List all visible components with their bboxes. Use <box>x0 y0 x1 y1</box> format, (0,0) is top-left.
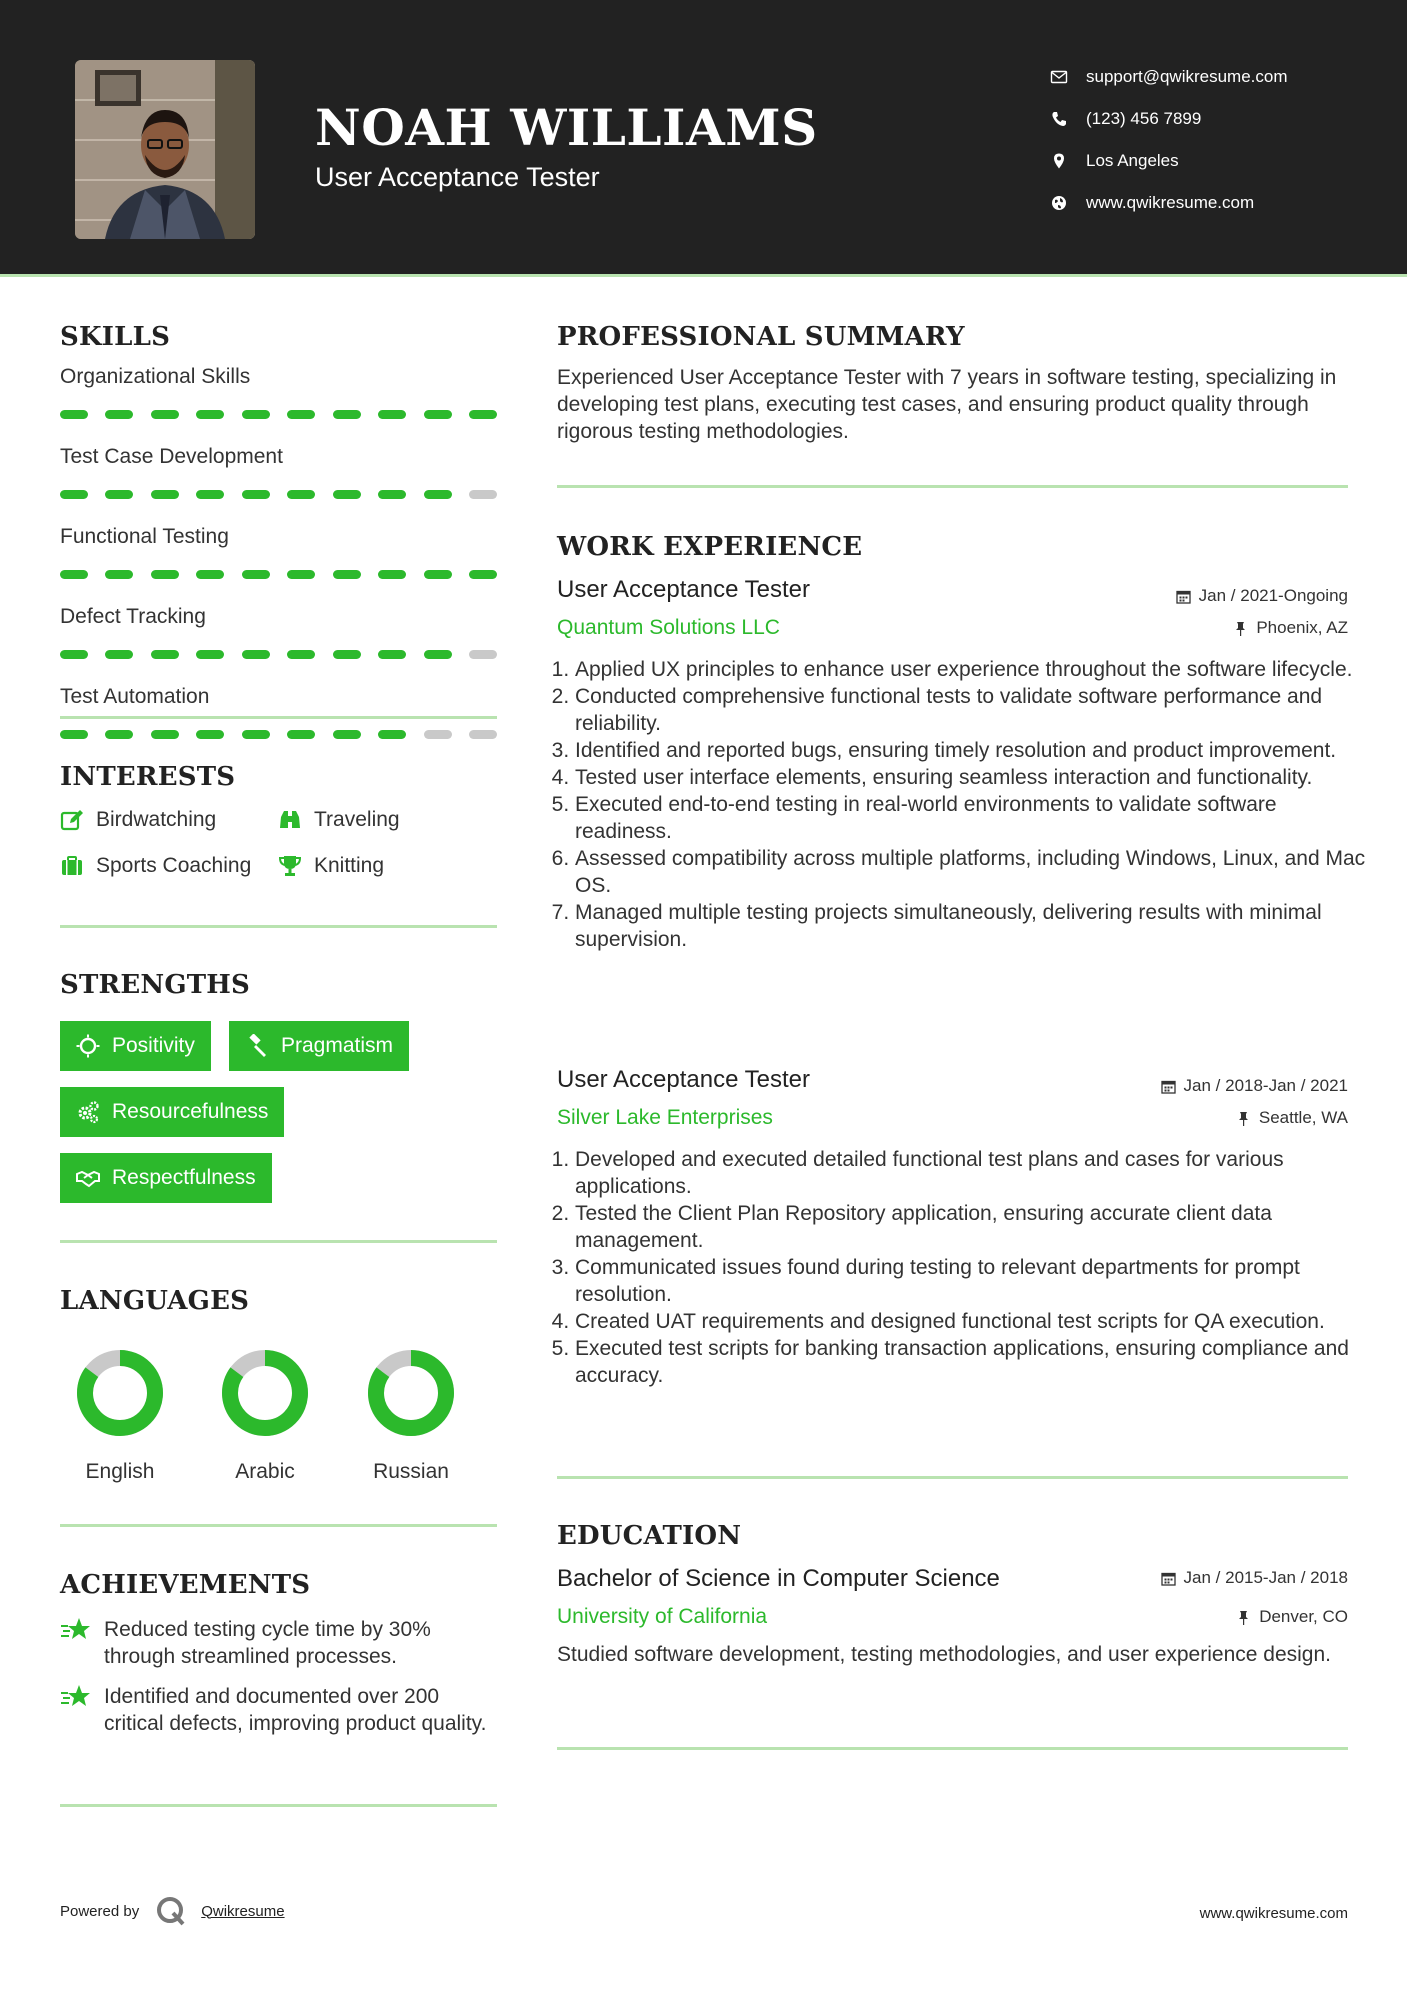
job-bullet: 7. Managed multiple testing projects simultaneously, delivering results with minimal supervision. <box>575 899 1366 953</box>
section-divider <box>60 1240 497 1243</box>
language-label: Arabic <box>235 1460 295 1483</box>
skill-rating-dot <box>424 410 452 419</box>
skill-rating-dot <box>469 490 497 499</box>
section-divider <box>60 925 497 928</box>
language-item <box>210 1348 320 1484</box>
skill-rating-dot <box>242 410 270 419</box>
interest-item <box>278 808 400 832</box>
skill-rating-dot <box>378 650 406 659</box>
skill-rating-dot <box>469 730 497 739</box>
job-dates-text: Jan / 2021-Ongoing <box>1198 586 1348 605</box>
footer-branding <box>60 1895 285 1927</box>
job-dates <box>1161 1076 1348 1096</box>
interests-title: INTERESTS <box>60 762 236 792</box>
contact-email[interactable] <box>1050 56 1288 98</box>
star-icon <box>60 1683 92 1711</box>
powered-by-text: Powered by <box>60 1902 140 1920</box>
skill-rating-dot <box>151 730 179 739</box>
experience-section <box>557 532 1348 562</box>
job-location <box>1233 618 1348 638</box>
skill-rating-dot <box>151 490 179 499</box>
language-ring <box>220 1348 310 1438</box>
skill-rating-dot <box>242 730 270 739</box>
section-divider <box>557 1747 1348 1750</box>
skill-rating-dot <box>105 410 133 419</box>
pencil-square-icon <box>60 808 84 832</box>
skill-rating-dot <box>287 730 315 739</box>
job-bullet: 1. Applied UX principles to enhance user experience throughout the software lifecycle. <box>575 656 1366 683</box>
education-title: EDUCATION <box>557 1521 742 1551</box>
skill-rating-dot <box>333 730 361 739</box>
language-ring <box>366 1348 456 1438</box>
interest-item <box>278 854 384 878</box>
skill-rating-dot <box>333 570 361 579</box>
skill-rating-dot <box>287 570 315 579</box>
skill-rating-dot <box>333 650 361 659</box>
job-bullet: 5. Executed end-to-end testing in real-world environments to validate software readiness. <box>575 791 1366 845</box>
skill-rating-dot <box>469 570 497 579</box>
interest-label: Traveling <box>314 808 400 831</box>
qwikresume-link[interactable]: Qwikresume <box>201 1902 285 1920</box>
summary-section <box>557 322 1348 445</box>
job-bullet: 3. Identified and reported bugs, ensuring timely resolution and product improvement. <box>575 737 1366 764</box>
skill-rating-dot <box>151 410 179 419</box>
skill-rating-dot <box>287 410 315 419</box>
skills-title: SKILLS <box>60 322 171 352</box>
job-bullets <box>557 1146 1366 1389</box>
achievement-text: Reduced testing cycle time by 30% through streamlined processes. <box>104 1618 431 1668</box>
skill-rating-dot <box>424 650 452 659</box>
job-bullet: 5. Executed test scripts for banking transaction applications, ensuring compliance and accuracy. <box>575 1335 1366 1389</box>
skill-item <box>60 444 497 499</box>
language-label: Russian <box>373 1460 449 1483</box>
skills-list <box>60 364 497 739</box>
sun-icon <box>76 1034 100 1058</box>
skill-rating-dot <box>469 650 497 659</box>
job-title: User Acceptance Tester <box>557 576 811 603</box>
strength-label: Resourcefulness <box>112 1100 269 1123</box>
summary-title: PROFESSIONAL SUMMARY <box>557 322 965 352</box>
languages-title: LANGUAGES <box>60 1286 250 1316</box>
job-location-text: Phoenix, AZ <box>1256 618 1348 637</box>
skill-rating-dot <box>287 490 315 499</box>
skill-rating-dot <box>242 570 270 579</box>
skill-name: Functional Testing <box>60 525 229 548</box>
interest-item <box>60 808 216 832</box>
skill-rating-dot <box>424 570 452 579</box>
job-location-text: Seattle, WA <box>1258 1108 1348 1127</box>
language-item <box>65 1348 175 1484</box>
qwikresume-logo-icon <box>155 1895 187 1927</box>
education-text: Studied software development, testing methodologies, and user experience design. <box>557 1643 1331 1666</box>
achievements-section <box>60 1570 497 1600</box>
skill-rating-dot <box>196 410 224 419</box>
calendar-icon <box>1161 1571 1176 1586</box>
skill-rating-dot <box>151 650 179 659</box>
language-item <box>356 1348 466 1484</box>
strength-label: Positivity <box>112 1034 195 1057</box>
skill-name: Organizational Skills <box>60 365 251 388</box>
briefcase-icon <box>60 854 84 878</box>
skill-rating-dot <box>105 490 133 499</box>
skill-rating <box>60 730 497 739</box>
skill-rating-dot <box>105 650 133 659</box>
skill-item <box>60 604 497 659</box>
education-location-text: Denver, CO <box>1259 1607 1348 1626</box>
job-bullet: 3. Communicated issues found during testing to relevant departments for prompt resolution. <box>575 1254 1366 1308</box>
job-title: User Acceptance Tester <box>557 1066 811 1093</box>
strength-label: Pragmatism <box>281 1034 394 1057</box>
star-icon <box>60 1616 92 1644</box>
company-name: Silver Lake Enterprises <box>557 1106 773 1129</box>
strength-chip <box>60 1021 211 1071</box>
section-divider <box>60 1804 497 1807</box>
education-location <box>1236 1607 1348 1627</box>
summary-text: Experienced User Acceptance Tester with 7 years in software testing, specializing in developing test plans, executing test cases, and ensuring product quality through rigorous testing methodologies. <box>557 366 1337 443</box>
job-bullet: 6. Assessed compatibility across multiple platforms, including Windows, Linux, and Mac OS. <box>575 845 1366 899</box>
skill-rating-dot <box>378 410 406 419</box>
degree-title: Bachelor of Science in Computer Science <box>557 1565 1000 1592</box>
contact-location-text: Los Angeles <box>1086 151 1179 170</box>
skill-rating-dot <box>242 490 270 499</box>
skill-rating-dot <box>60 730 88 739</box>
strength-chip <box>229 1021 409 1071</box>
skill-rating-dot <box>424 730 452 739</box>
contact-phone[interactable] <box>1050 98 1288 140</box>
candidate-name: NOAH WILLIAMS <box>315 98 818 157</box>
achievement-item <box>60 1683 497 1737</box>
section-divider <box>557 485 1348 488</box>
skill-rating-dot <box>242 650 270 659</box>
skill-rating-dot <box>196 570 224 579</box>
interests-section <box>60 762 497 792</box>
cogs-icon <box>76 1100 100 1124</box>
education-section <box>557 1521 1348 1551</box>
pushpin-icon <box>1236 1610 1251 1625</box>
language-label: English <box>85 1460 155 1483</box>
skill-rating-dot <box>60 650 88 659</box>
skill-rating-dot <box>424 490 452 499</box>
skill-item <box>60 684 497 739</box>
strength-chip <box>60 1087 284 1137</box>
contact-email-text: support@qwikresume.com <box>1086 67 1288 86</box>
interest-label: Birdwatching <box>96 808 217 831</box>
skill-rating <box>60 410 497 419</box>
handshake-icon <box>76 1166 100 1190</box>
skill-item <box>60 524 497 579</box>
skill-rating-dot <box>287 650 315 659</box>
profile-photo <box>75 60 255 239</box>
job-bullet: 2. Tested the Client Plan Repository application, ensuring accurate client data management. <box>575 1200 1366 1254</box>
job-location <box>1236 1108 1348 1128</box>
job-bullets <box>557 656 1366 953</box>
skill-rating-dot <box>196 650 224 659</box>
section-divider <box>60 716 497 719</box>
skill-rating-dot <box>105 570 133 579</box>
job-bullet: 4. Created UAT requirements and designed functional test scripts for QA execution. <box>575 1308 1366 1335</box>
job-bullet: 4. Tested user interface elements, ensuring seamless interaction and functionality. <box>575 764 1366 791</box>
skill-rating-dot <box>60 410 88 419</box>
map-pin-icon <box>1050 152 1068 170</box>
skill-rating-dot <box>60 490 88 499</box>
skill-item <box>60 364 497 419</box>
languages-section <box>60 1286 497 1316</box>
candidate-title: User Acceptance Tester <box>315 162 600 192</box>
skill-rating-dot <box>60 570 88 579</box>
education-dates-text: Jan / 2015-Jan / 2018 <box>1183 1568 1348 1587</box>
skill-rating <box>60 650 497 659</box>
skill-name: Test Case Development <box>60 445 283 468</box>
job-bullet: 2. Conducted comprehensive functional tests to validate software performance and reliability. <box>575 683 1366 737</box>
strength-label: Respectfulness <box>112 1166 256 1189</box>
contact-list <box>1050 56 1288 224</box>
education-dates <box>1161 1568 1348 1588</box>
globe-icon <box>1050 194 1068 212</box>
skills-section <box>60 322 497 739</box>
interest-label: Knitting <box>314 854 385 877</box>
skill-name: Defect Tracking <box>60 605 206 628</box>
skill-rating-dot <box>469 410 497 419</box>
resume-header <box>0 0 1407 277</box>
skill-rating-dot <box>196 730 224 739</box>
school-name: University of California <box>557 1605 768 1628</box>
contact-phone-text: (123) 456 7899 <box>1086 109 1202 128</box>
skill-rating-dot <box>378 490 406 499</box>
skill-rating-dot <box>105 730 133 739</box>
phone-icon <box>1050 110 1068 128</box>
contact-website-text: www.qwikresume.com <box>1086 193 1255 212</box>
skill-rating-dot <box>151 570 179 579</box>
section-divider <box>557 1476 1348 1479</box>
binoculars-icon <box>278 808 302 832</box>
interest-item <box>60 854 251 878</box>
interest-label: Sports Coaching <box>96 854 252 877</box>
calendar-icon <box>1161 1079 1176 1094</box>
achievements-title: ACHIEVEMENTS <box>60 1570 311 1600</box>
skill-rating-dot <box>378 570 406 579</box>
achievement-item <box>60 1616 497 1670</box>
language-ring <box>75 1348 165 1438</box>
skill-rating <box>60 570 497 579</box>
profile-photo-illustration <box>75 60 255 239</box>
strengths-title: STRENGTHS <box>60 970 251 1000</box>
contact-location <box>1050 140 1288 182</box>
experience-title: WORK EXPERIENCE <box>557 532 863 562</box>
job-bullet: 1. Developed and executed detailed functional test plans and cases for various applications. <box>575 1146 1366 1200</box>
calendar-icon <box>1176 589 1191 604</box>
achievement-text: Identified and documented over 200 critical defects, improving product quality. <box>104 1685 487 1735</box>
pushpin-icon <box>1236 1111 1251 1126</box>
trophy-icon <box>278 854 302 878</box>
skill-rating-dot <box>333 490 361 499</box>
skill-rating-dot <box>196 490 224 499</box>
section-divider <box>60 1524 497 1527</box>
skill-name: Test Automation <box>60 685 210 708</box>
strength-chip <box>60 1153 272 1203</box>
job-dates-text: Jan / 2018-Jan / 2021 <box>1183 1076 1348 1095</box>
footer-url[interactable]: www.qwikresume.com <box>1199 1905 1348 1922</box>
strengths-section <box>60 970 497 1000</box>
company-name: Quantum Solutions LLC <box>557 616 780 639</box>
skill-rating <box>60 490 497 499</box>
gavel-icon <box>245 1034 269 1058</box>
skill-rating-dot <box>333 410 361 419</box>
skill-rating-dot <box>378 730 406 739</box>
pushpin-icon <box>1233 621 1248 636</box>
envelope-icon <box>1050 68 1068 86</box>
job-dates <box>1176 586 1348 606</box>
contact-website[interactable] <box>1050 182 1288 224</box>
